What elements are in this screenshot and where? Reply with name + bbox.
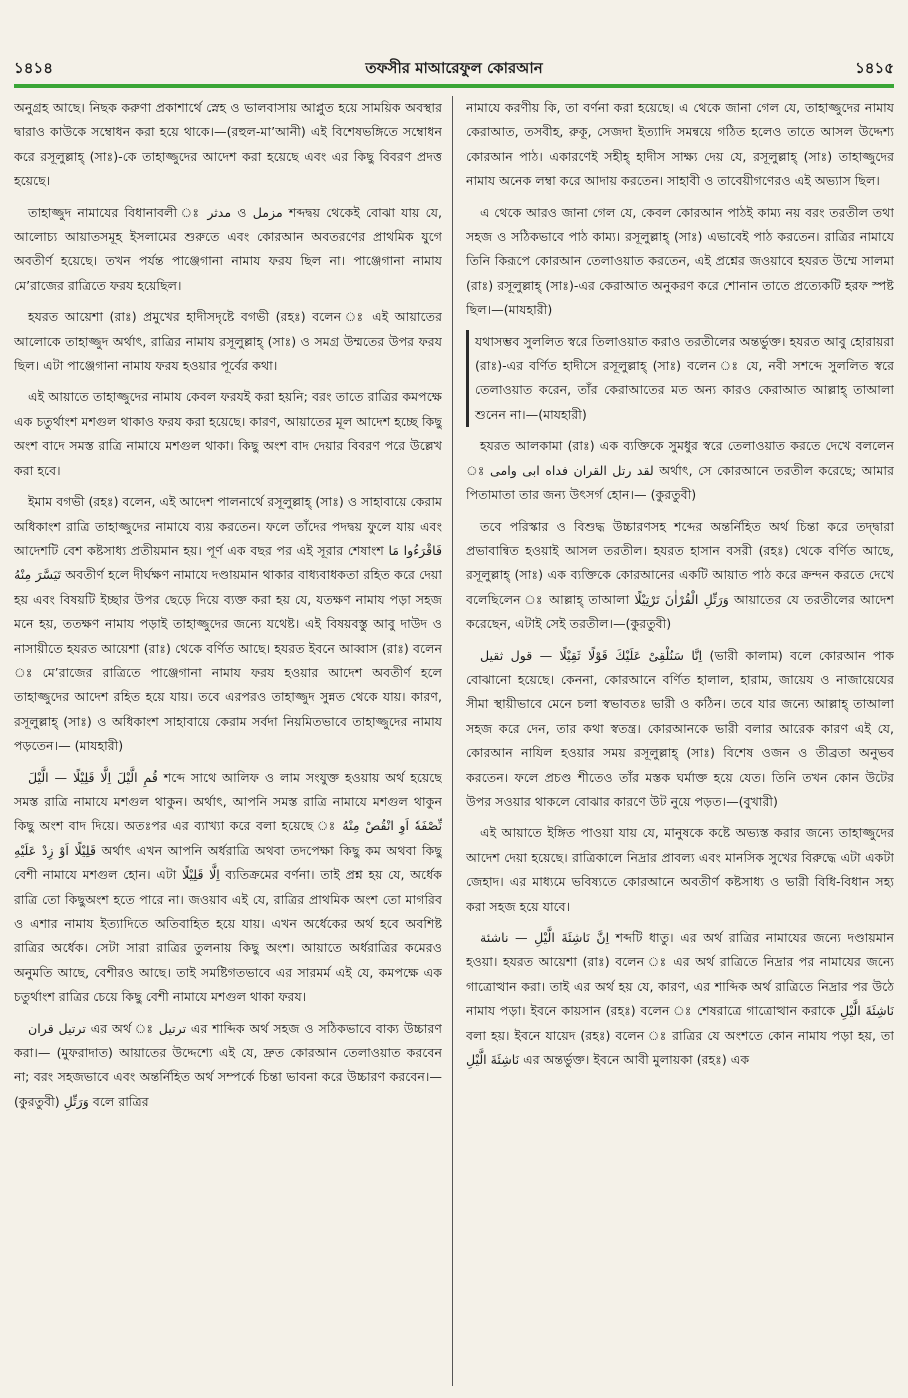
paragraph: ইমাম বগভী (রহঃ) বলেন, এই আদেশ পালনার্থে রসূলুল্লাহ্ (সাঃ) ও সাহাবায়ে কেরাম অধিকাংশ রাত্রি তাহাজ্জুদের নামাযে ব্যয় করতেন। ফলে তাঁদের পদদ্বয় ফুলে যায় এবং আদেশটি বেশ কষ্টসাধ্য প্রতীয়মান হয়। পূর্ণ এক বছর পর এই সূরার শেষাংশ فَاقْرَءُوا مَا تَيَسَّرَ مِنْهُ অবতীর্ণ হলে দীর্ঘক্ষণ নামাযে দণ্ডায়মান থাকার বাধ্যবাধকতা রহিত করে দেয়া হয় এবং বিষয়টি ইচ্ছার উপর ছেড়ে দিয়ে ব্যক্ত করা হয় যে, যতক্ষণ নামায পড়া সহজ মনে হয়, ততক্ষণ নামায পড়াই তাহাজ্জুদের জন্যে যথেষ্ট। এই বিষয়বস্তু আবু দাউদ ও নাসায়ীতে হযরত আয়েশা (রাঃ) থেকে বর্ণিত আছে। হযরত ইবনে আব্বাস (রাঃ) বলেন ঃ মে’রাজের রাত্রিতে পাঞ্জেগানা নামায ফরয হওয়ার আদেশ অবতীর্ণ হলে তাহাজ্জুদের আদেশ রহিত হয়ে যায়। তবে এরপরও তাহাজ্জুদ সুন্নত থেকে যায়। কারণ, রসূলুল্লাহ্ (সাঃ) ও অধিকাংশ সাহাবায়ে কেরাম সর্বদা নিয়মিতভাবে তাহাজ্জুদের নামায পড়তেন।— (মাযহারী) (14, 494, 442, 754)
left-column (14, 96, 442, 1386)
left-page-number: ১৪১৪ (14, 58, 53, 77)
header-rule (14, 84, 894, 88)
highlighted-paragraph: যথাসম্ভব সুললিত স্বরে তিলাওয়াত করাও তরতীলের অন্তর্ভুক্ত। হযরত আবু হোরায়রা (রাঃ)-এর বর্ণিত হাদীসে রসূলুল্লাহ্ (সাঃ) বলেন ঃ যে, নবী সশব্দে সুললিত স্বরে তেলাওয়াত করেন, তাঁর কেরাআতের মত অন্য কারও কেরাআত আল্লাহ্ তাআলা শুনেন না।—(মাযহারী) (466, 330, 894, 428)
running-title: তফসীর মাআরেফুল কোরআন (365, 58, 543, 77)
page-header (14, 56, 894, 82)
column-divider (452, 96, 453, 1386)
paragraph: এই আয়াতে ইঙ্গিত পাওয়া যায় যে, মানুষকে কষ্টে অভ্যস্ত করার জন্যে তাহাজ্জুদের আদেশ দেয়া হয়েছে। রাত্রিকালে নিদ্রার প্রাবল্য এবং মানসিক সুখের বিরুদ্ধে এটা একটা জেহাদ। এর মাধ্যমে ভবিষ্যতে কোরআনে অবতীর্ণ কষ্টসাধ্য ও ভারী বিধি-বিধান সহ্য করা সহজ হয়ে যাবে। (466, 825, 894, 914)
paragraph: اِنَّا سَنُلْقِىْ عَلَيْكَ قَوْلًا ثَقِيْلًا — قول ثقيل (ভারী কালাম) বলে কোরআন পাক বোঝানো হয়েছে। কেননা, কোরআনে বর্ণিত হালাল, হারাম, জায়েয ও নাজায়েযের সীমা স্থায়ীভাবে মেনে চলা স্বভাবতঃ ভারী ও কঠিন। তবে যার জন্যে আল্লাহ্ তাআলা সহজ করে দেন, তার কথা স্বতন্ত্র। কোরআনকে ভারী বলার আরেক কারণ এই যে, কোরআন নাযিল হওয়ার সময় রসূলুল্লাহ্ (সাঃ) বিশেষ ওজন ও তীব্রতা অনুভব করতেন। ফলে প্রচণ্ড শীতেও তাঁর মস্তক ঘর্মাক্ত হয়ে যেত। তিনি তখন কোন উটের উপর সওয়ার থাকলে বোঝার কারণে উট নুয়ে পড়ত।—(বুখারী) (466, 647, 894, 809)
paragraph: অনুগ্রহ আছে। নিছক করুণা প্রকাশার্থে স্নেহ ও ভালবাসায় আপ্লুত হয়ে সাময়িক অবস্থার দ্বারাও কাউকে সম্বোধন করা হয়ে থাকে।—(রহুল-মা’আনী) এই বিশেষভঙ্গিতে সম্বোধন করে রসূলুল্লাহ্ (সাঃ)-কে তাহাজ্জুদের আদেশ করা হয়েছে এবং এর কিছু বিবরণ প্রদত্ত হয়েছে। (14, 100, 442, 189)
paragraph: এ থেকে আরও জানা গেল যে, কেবল কোরআন পাঠই কাম্য নয় বরং তরতীল তথা সহজ ও সঠিকভাবে পাঠ কাম্য। রসূলুল্লাহ্ (সাঃ) এভাবেই পাঠ করতেন। রাত্রির নামাযে তিনি কিরূপে কোরআন তেলাওয়াত করতেন, এই প্রশ্নের জওয়াবে হযরত উম্মে সালমা (রাঃ) রসূলুল্লাহ্ (সাঃ)-এর কেরাআত অনুকরণ করে শোনান তাতে প্রত্যেকটি হরফ স্পষ্ট ছিল।—(মাযহারী) (466, 204, 894, 318)
paragraph: اِنَّ نَاشِئَةَ الَّيْلِ — ناشئة শব্দটি ধাতু। এর অর্থ রাত্রির নামাযের জন্যে দণ্ডায়মান হওয়া। হযরত আয়েশা (রাঃ) বলেন ঃ এর অর্থ রাত্রিতে নিদ্রার পর নামাযের জন্যে গাত্রোত্থান করা। তাই এর অর্থ হয় যে, কারণ, এর শাব্দিক অর্থ রাত্রিতে নিদ্রার পর উঠে নামায পড়া। ইবনে কায়সান (রহঃ) বলেন ঃ শেষরাত্রে গাত্রোত্থান করাকে نَاشِئَةَ الَّيْلِ বলা হয়। ইবনে যায়েদ (রহঃ) বলেন ঃ রাত্রির যে অংশতে কোন নামায পড়া হয়, তা نَاشِئَةَ الَّيْلِ এর অন্তর্ভুক্ত। ইবনে আবী মুলায়কা (রহঃ) এক (466, 930, 894, 1068)
right-page-number: ১৪১৫ (855, 58, 894, 77)
paragraph: নামাযে করণীয় কি, তা বর্ণনা করা হয়েছে। এ থেকে জানা গেল যে, তাহাজ্জুদের নামায কেরাআত, তসবীহ, রুকূ, সেজদা ইত্যাদি সমন্বয়ে গঠিত হলেও তাতে আসল উদ্দেশ্য কোরআন পাঠ। একারণেই সহীহ্ হাদীস সাক্ষ্য দেয় যে, রসূলুল্লাহ্ (সাঃ) তাহাজ্জুদের নামায অনেক লম্বা করে আদায় করতেন। সাহাবী ও তাবেয়ীগণেরও এই অভ্যাস ছিল। (466, 100, 894, 189)
paragraph: ترتيل قران এর অর্থ ঃ ترتيل এর শাব্দিক অর্থ সহজ ও সঠিকভাবে বাক্য উচ্চারণ করা।— (মুফরাদাত) আয়াতের উদ্দেশ্যে এই যে, দ্রুত কোরআন তেলাওয়াত করবেন না; বরং সহজভাবে এবং অন্তর্নিহিত অর্থ সম্পর্কে চিন্তা ভাবনা করে উচ্চারণ করবেন।—(কুরতুবী) وَرَتِّلِ বলে রাত্রির (14, 1020, 442, 1109)
paragraph: তাহাজ্জুদ নামাযের বিধানাবলী ঃ مدثر ও مزمل শব্দদ্বয় থেকেই বোঝা যায় যে, আলোচ্য আয়াতসমূহ ইসলামের শুরুতে এবং কোরআন অবতরণের প্রাথমিক যুগে অবতীর্ণ হয়েছে। তখন পর্যন্ত পাঞ্জেগানা নামায ফরয ছিল না। পাঞ্জেগানা নামায মে’রাজের রাত্রিতে ফরয হয়েছিল। (14, 204, 442, 293)
paragraph: তবে পরিস্কার ও বিশুদ্ধ উচ্চারণসহ শব্দের অন্তর্নিহিত অর্থ চিন্তা করে তদ্দ্বারা প্রভাবান্বিত হওয়াই আসল তরতীল। হযরত হাসান বসরী (রহঃ) থেকে বর্ণিত আছে, রসূলুল্লাহ্ (সাঃ) এক ব্যক্তিকে কোরআনের একটি আয়াত পাঠ করে ক্রন্দন করতে দেখে বলেছিলেন ঃ আল্লাহ্ তাআলা وَرَتِّلِ الْقُرْاٰنَ تَرْتِيْلًا আয়াতের যে তরতীলের আদেশ করেছেন, এটাই সেই তরতীল।—(কুরতুবী) (466, 518, 894, 632)
paragraph: এই আয়াতে তাহাজ্জুদের নামায কেবল ফরযই করা হয়নি; বরং তাতে রাত্রির কমপক্ষে এক চতুর্থাংশ মশগুল থাকাও ফরয করা হয়েছে। কারণ, আয়াতের মূল আদেশ হচ্ছে কিছু অংশ বাদে সমস্ত রাত্রি নামাযে মশগুল থাকা। কিছু অংশ বাদ দেয়ার বিবরণ পরে উল্লেখ করা হবে। (14, 389, 442, 478)
paragraph: হযরত আয়েশা (রাঃ) প্রমুখের হাদীসদৃষ্টে বগভী (রহঃ) বলেন ঃ এই আয়াতের আলোকে তাহাজ্জুদ অর্থাৎ, রাত্রির নামায রসূলুল্লাহ্ (সাঃ) ও সমগ্র উম্মতের উপর ফরয ছিল। এটা পাঞ্জেগানা নামায ফরয হওয়ার পূর্বের কথা। (14, 309, 442, 374)
paragraph: হযরত আলকামা (রাঃ) এক ব্যক্তিকে সুমধুর স্বরে তেলাওয়াত করতে দেখে বললেন ঃ لقد رتل القران فداه ابى وامى অর্থাৎ, সে কোরআনে তরতীল করেছে; আমার পিতামাতা তার জন্য উৎসর্গ হোন।— (কুরতুবী) (466, 438, 894, 503)
paragraph: قُمِ الَّيْلَ اِلَّا قَلِيْلًا — الَّيْلَ শব্দে সাথে আলিফ ও লাম সংযুক্ত হওয়ায় অর্থ হয়েছে সমস্ত রাত্রি নামাযে মশগুল থাকুন। অর্থাৎ, আপনি সমস্ত রাত্রি নামাযে মশগুল থাকুন কিছু অংশ বাদ দিয়ে। অতঃপর এর ব্যাখ্যা করে বলা হয়েছে ঃ نِّصْفَهٗ اَوِ انْقُصْ مِنْهُ قَلِيْلًا اَوْ زِدْ عَلَيْهِ অর্থাৎ এখন আপনি অর্ধরাত্রি অথবা তদপেক্ষা কিছু কম অথবা কিছু বেশী নামাযে মশগুল হোন। এটা اِلَّا قَلِيْلًا ব্যতিক্রমের বর্ণনা। তাই প্রশ্ন হয় যে, অর্ধেক রাত্রি তো কিছুঅংশ হতে পারে না। জওয়াব এই যে, রাত্রির প্রাথমিক অংশ তো মাগরিব ও এশার নামায ইত্যাদিতে অতিবাহিত হয়ে যায়। এখন অর্ধেকের অর্থ হবে অবশিষ্ট রাত্রির অর্ধেক। সেটা সারা রাত্রির তুলনায় কিছু অংশ। আয়াতে অর্ধরাত্রির কমেরও অনুমতি আছে, বেশীরও আছে। তাই সমষ্টিগতভাবে এর সারমর্ম এই যে, কমপক্ষে এক চতুর্থাংশ রাত্রির চেয়ে কিছু বেশী নামাযে মশগুল থাকা ফরয। (14, 769, 442, 1005)
right-column (466, 96, 894, 1386)
